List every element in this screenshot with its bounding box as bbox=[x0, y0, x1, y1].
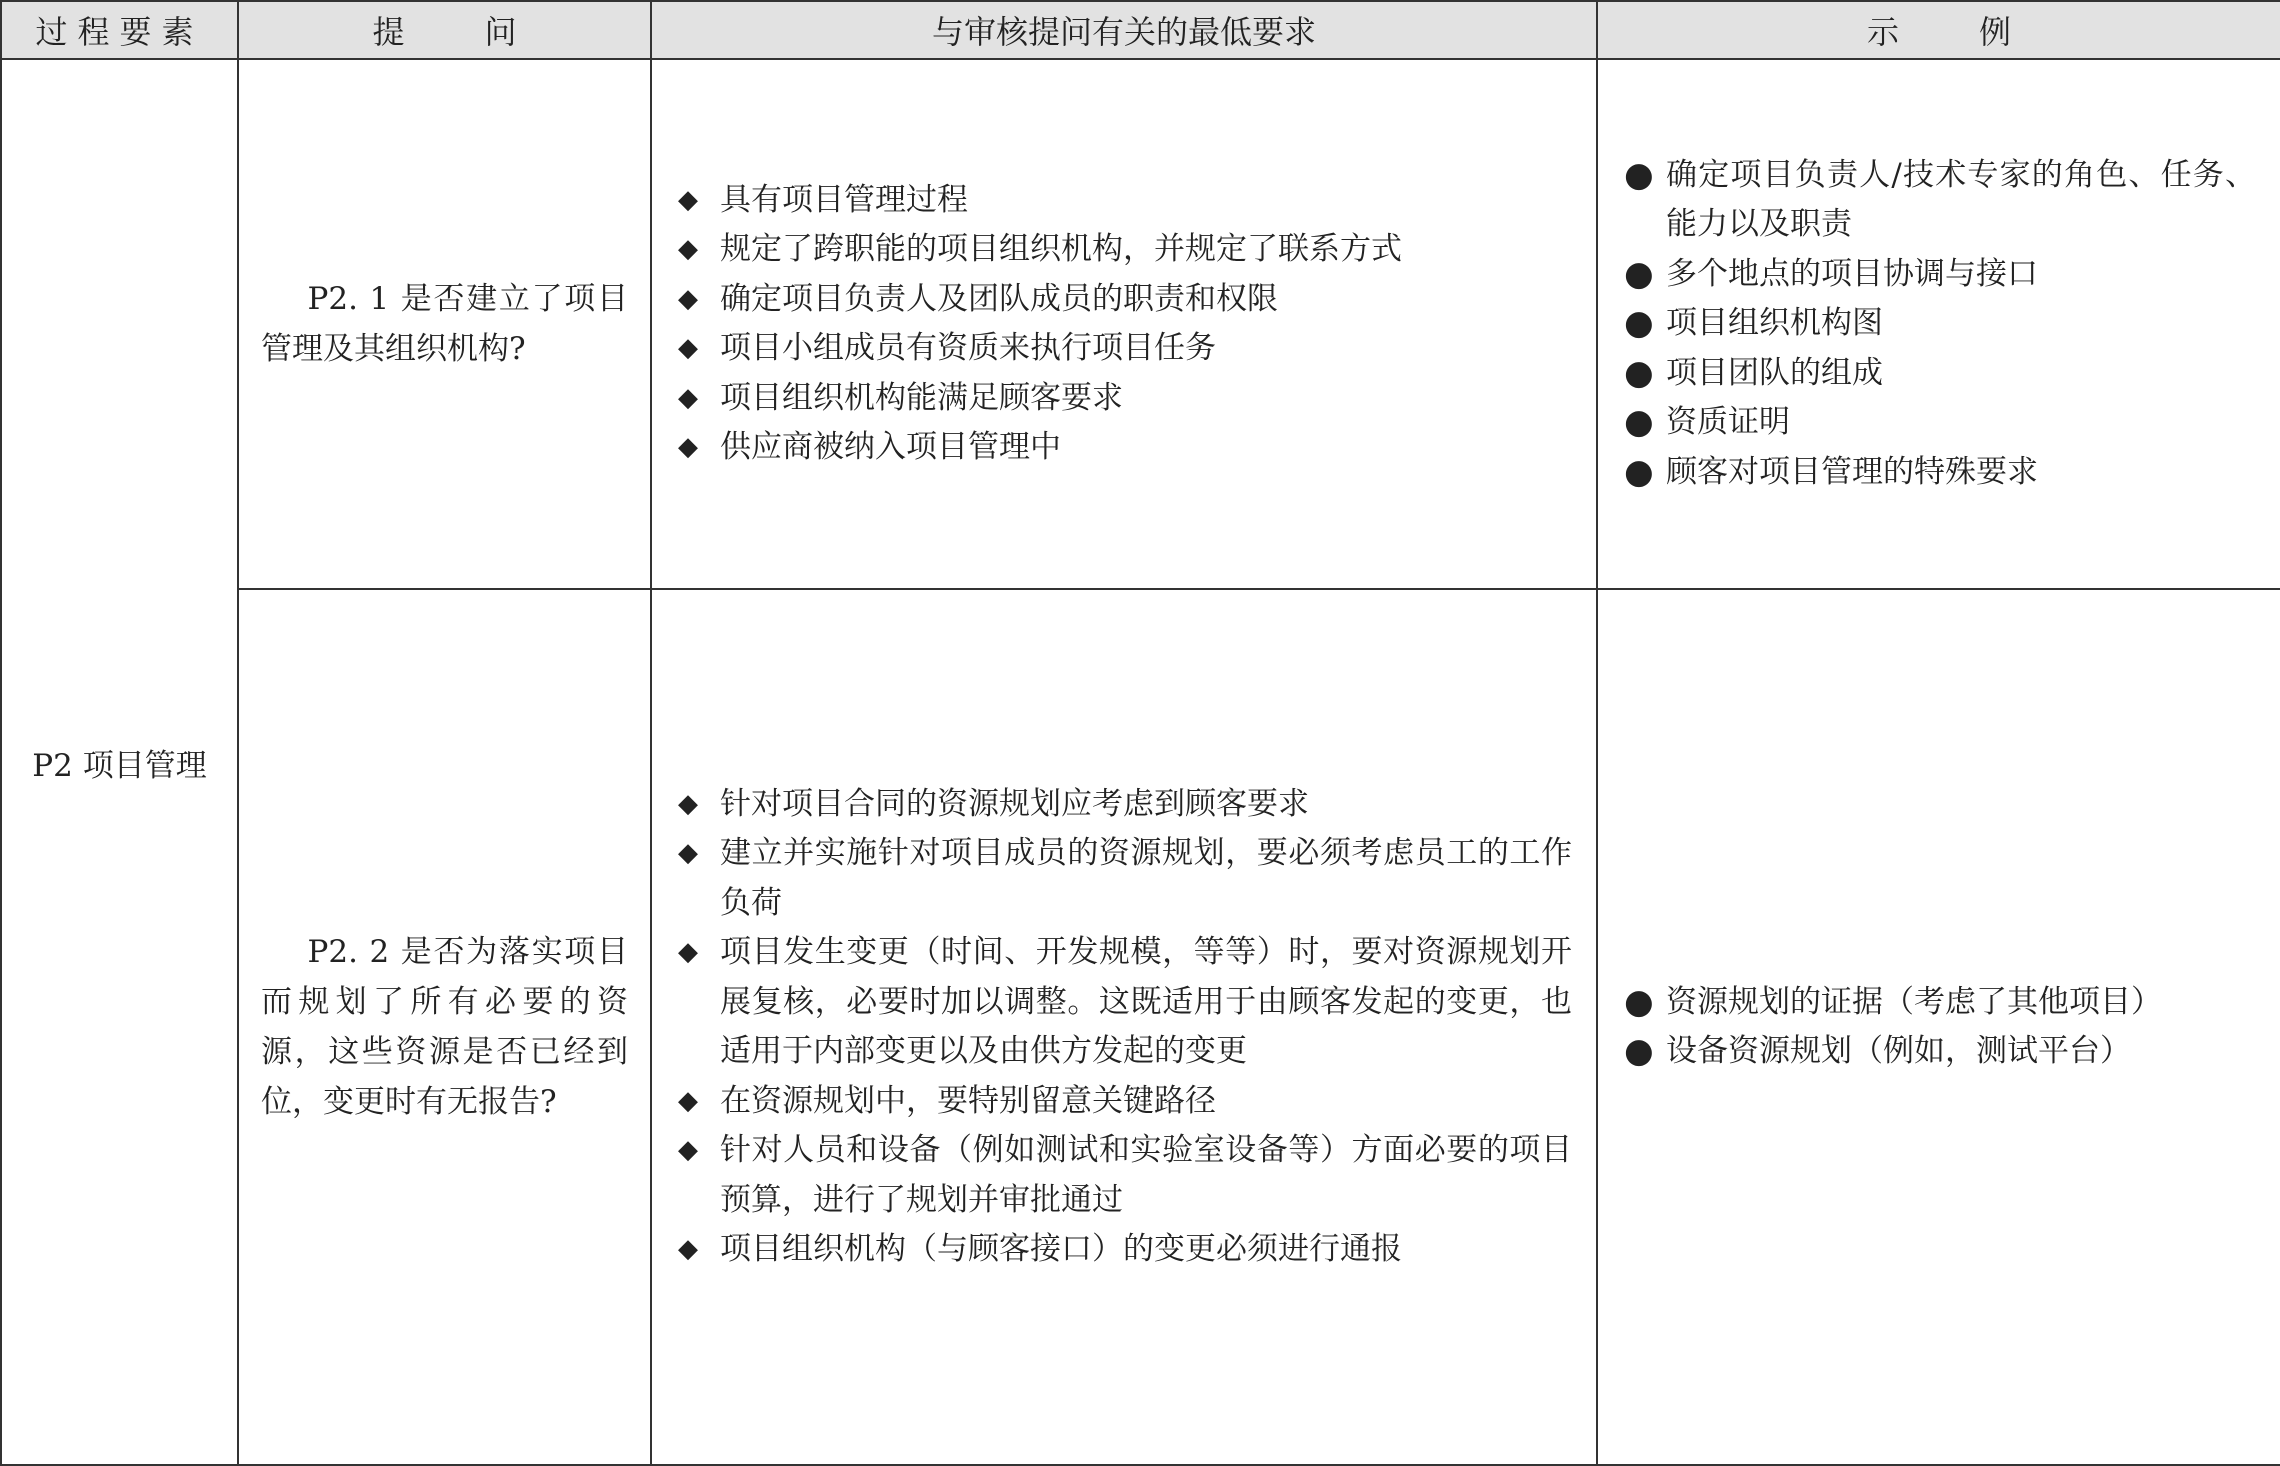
list-item: ◆ 在资源规划中，要特别留意关键路径 bbox=[678, 1077, 1572, 1127]
list-item: ◆ 建立并实施针对项目成员的资源规划，要必须考虑员工的工作负荷 bbox=[678, 829, 1572, 928]
examples-cell-p2-2 bbox=[1597, 589, 2280, 1465]
diamond-bullet-icon: ◆ bbox=[678, 333, 698, 363]
examples-list bbox=[1624, 978, 2256, 1077]
circle-bullet-icon: ● bbox=[1624, 303, 1654, 344]
list-item: ◆ 项目小组成员有资质来执行项目任务 bbox=[678, 324, 1572, 374]
question-text: P2. 2 是否为落实项目而规划了所有必要的资源，这些资源是否已经到位，变更时有无报告? bbox=[261, 934, 628, 1120]
circle-bullet-icon: ● bbox=[1624, 981, 1654, 1022]
circle-bullet-icon: ● bbox=[1624, 154, 1654, 195]
table-row-p2-2 bbox=[1, 589, 2280, 1465]
list-item: ● 确定项目负责人/技术专家的角色、任务、能力以及职责 bbox=[1624, 151, 2256, 250]
question-cell-p2-2 bbox=[238, 589, 651, 1465]
header-minimum-requirements: 与审核提问有关的最低要求 bbox=[651, 1, 1597, 59]
list-item: ◆ 针对人员和设备（例如测试和实验室设备等）方面必要的项目预算，进行了规划并审批通过 bbox=[678, 1126, 1572, 1225]
diamond-bullet-icon: ◆ bbox=[678, 432, 698, 462]
requirements-list bbox=[678, 780, 1572, 1275]
requirements-list bbox=[678, 176, 1572, 473]
question-text: P2. 1 是否建立了项目管理及其组织机构? bbox=[261, 281, 628, 367]
list-item: ● 资质证明 bbox=[1624, 398, 2256, 448]
requirements-cell-p2-1 bbox=[651, 59, 1597, 589]
list-item: ◆ 供应商被纳入项目管理中 bbox=[678, 423, 1572, 473]
list-item: ● 项目团队的组成 bbox=[1624, 349, 2256, 399]
diamond-bullet-icon: ◆ bbox=[678, 283, 698, 314]
list-item: ● 项目组织机构图 bbox=[1624, 299, 2256, 349]
list-item: ◆ 具有项目管理过程 bbox=[678, 176, 1572, 226]
circle-bullet-icon: ● bbox=[1624, 402, 1654, 443]
list-item: ◆ 项目组织机构（与顾客接口）的变更必须进行通报 bbox=[678, 1225, 1572, 1275]
diamond-bullet-icon: ◆ bbox=[678, 234, 698, 264]
header-examples: 示例 bbox=[1597, 1, 2280, 59]
header-question: 提问 bbox=[238, 1, 651, 59]
list-item: ● 顾客对项目管理的特殊要求 bbox=[1624, 448, 2256, 498]
diamond-bullet-icon: ◆ bbox=[678, 838, 698, 868]
circle-bullet-icon: ● bbox=[1624, 1031, 1654, 1071]
list-item: ◆ 项目发生变更（时间、开发规模，等等）时，要对资源规划开展复核，必要时加以调整。这既适用于由顾客发起的变更，也适用于内部变更以及由供方发起的变更 bbox=[678, 928, 1572, 1077]
list-item: ◆ 规定了跨职能的项目组织机构，并规定了联系方式 bbox=[678, 225, 1572, 275]
examples-list bbox=[1624, 151, 2256, 498]
header-row bbox=[1, 1, 2280, 59]
list-item: ● 设备资源规划（例如，测试平台） bbox=[1624, 1027, 2256, 1077]
list-item: ● 多个地点的项目协调与接口 bbox=[1624, 250, 2256, 300]
circle-bullet-icon: ● bbox=[1624, 253, 1654, 294]
examples-cell-p2-1 bbox=[1597, 59, 2280, 589]
question-cell-p2-1 bbox=[238, 59, 651, 589]
header-process-element: 过程要素 bbox=[1, 1, 238, 59]
requirements-cell-p2-2 bbox=[651, 589, 1597, 1465]
diamond-bullet-icon: ◆ bbox=[678, 788, 698, 819]
diamond-bullet-icon: ◆ bbox=[678, 937, 698, 967]
circle-bullet-icon: ● bbox=[1624, 352, 1654, 393]
table-row-p2-1 bbox=[1, 59, 2280, 589]
diamond-bullet-icon: ◆ bbox=[678, 1135, 698, 1165]
diamond-bullet-icon: ◆ bbox=[678, 184, 698, 215]
diamond-bullet-icon: ◆ bbox=[678, 1085, 698, 1116]
diamond-bullet-icon: ◆ bbox=[678, 382, 698, 413]
process-element-cell: P2 项目管理 bbox=[1, 59, 238, 1465]
list-item: ◆ 针对项目合同的资源规划应考虑到顾客要求 bbox=[678, 780, 1572, 830]
list-item: ● 资源规划的证据（考虑了其他项目） bbox=[1624, 978, 2256, 1028]
list-item: ◆ 确定项目负责人及团队成员的职责和权限 bbox=[678, 275, 1572, 325]
list-item: ◆ 项目组织机构能满足顾客要求 bbox=[678, 374, 1572, 424]
circle-bullet-icon: ● bbox=[1624, 451, 1654, 492]
diamond-bullet-icon: ◆ bbox=[678, 1234, 698, 1264]
